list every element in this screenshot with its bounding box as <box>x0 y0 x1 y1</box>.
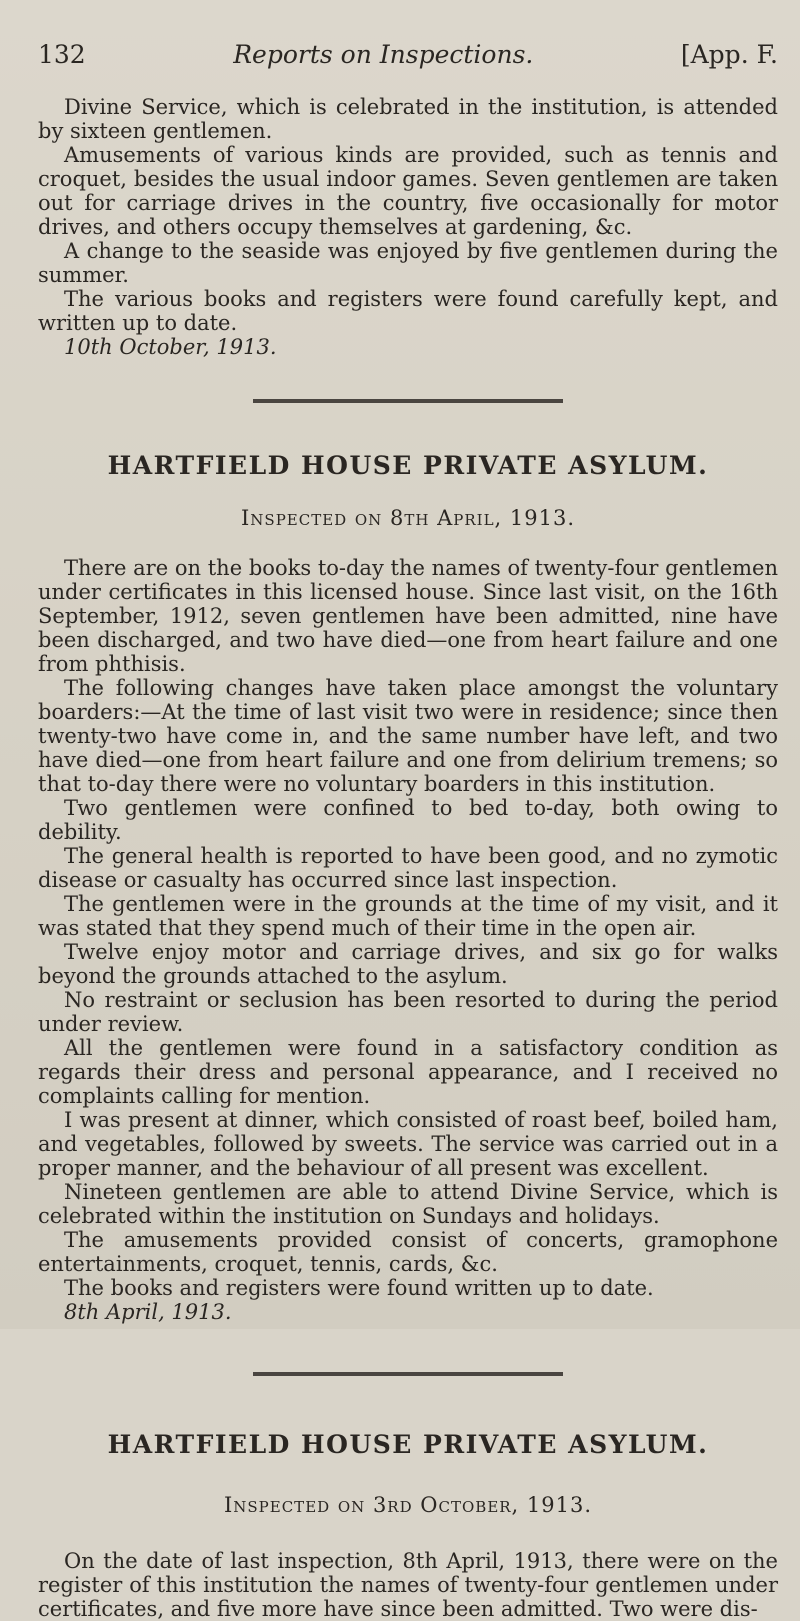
paragraph: Two gentlemen were confined to bed to-day, both owing to debility. <box>38 796 778 844</box>
inspection-subheading: Inspected on 8th April, 1913. <box>241 506 575 530</box>
paragraph: A change to the seaside was enjoyed by five gentlemen during the summer. <box>38 239 778 287</box>
section-heading: HARTFIELD HOUSE PRIVATE ASYLUM. <box>107 1430 709 1459</box>
report-date: 10th October, 1913. <box>64 335 277 359</box>
paragraph: I was present at dinner, which consisted of roast beef, boiled ham, and vegetables, followed by sweets. The service was carried out in a proper manner, and the behaviour of all present was excellent. <box>38 1108 778 1180</box>
page-number: 132 <box>38 40 86 69</box>
paragraph: The various books and registers were found carefully kept, and written up to date. <box>38 287 778 335</box>
paragraph: The gentlemen were in the grounds at the time of my visit, and it was stated that they spend much of their time in the open air. <box>38 892 778 940</box>
running-title: Reports on Inspections. <box>233 40 534 69</box>
section-divider <box>253 1372 563 1376</box>
paragraph: On the date of last inspection, 8th April, 1913, there were on the register of this institution the names of twenty-four gentlemen under certificates, and five more have since been admitted. Two were dis- <box>38 1549 778 1621</box>
section-october-inspection <box>38 1430 778 1621</box>
section-april-inspection <box>38 451 778 1324</box>
paragraph: The following changes have taken place amongst the voluntary boarders:—At the time of last visit two were in residence; since then twenty-two have come in, and the same number have left, and two have died—one from heart failure and one from delirium tremens; so that to-day there were no voluntary boarders in this institution. <box>38 676 778 796</box>
section-continued <box>38 95 778 359</box>
paragraph: Twelve enjoy motor and carriage drives, and six go for walks beyond the grounds attached to the asylum. <box>38 940 778 988</box>
appendix-label: [App. F. <box>680 40 778 69</box>
paragraph: The amusements provided consist of concerts, gramophone entertainments, croquet, tennis, cards, &c. <box>38 1228 778 1276</box>
paragraph: Amusements of various kinds are provided, such as tennis and croquet, besides the usual indoor games. Seven gentlemen are taken out for carriage drives in the country, five occasionally for motor drives, and others occupy themselves at gardening, &c. <box>38 143 778 239</box>
paragraph: The books and registers were found written up to date. <box>64 1276 654 1300</box>
running-head <box>38 40 778 69</box>
paragraph: Nineteen gentlemen are able to attend Divine Service, which is celebrated within the institution on Sundays and holidays. <box>38 1180 778 1228</box>
paragraph: There are on the books to-day the names of twenty-four gentlemen under certificates in this licensed house. Since last visit, on the 16th September, 1912, seven gentlemen have been admitted, nine have been discharged, and two have died—one from heart failure and one from phthisis. <box>38 556 778 676</box>
paragraph: The general health is reported to have been good, and no zymotic disease or casualty has occurred since last inspection. <box>38 844 778 892</box>
paragraph: Divine Service, which is celebrated in the institution, is attended by sixteen gentlemen. <box>38 95 778 143</box>
paragraph: No restraint or seclusion has been resorted to during the period under review. <box>38 988 778 1036</box>
section-heading: HARTFIELD HOUSE PRIVATE ASYLUM. <box>107 451 709 480</box>
inspection-subheading: Inspected on 3rd October, 1913. <box>223 1493 593 1517</box>
report-date: 8th April, 1913. <box>64 1300 232 1324</box>
section-divider <box>253 399 563 403</box>
paragraph: All the gentlemen were found in a satisfactory condition as regards their dress and personal appearance, and I received no complaints calling for mention. <box>38 1036 778 1108</box>
